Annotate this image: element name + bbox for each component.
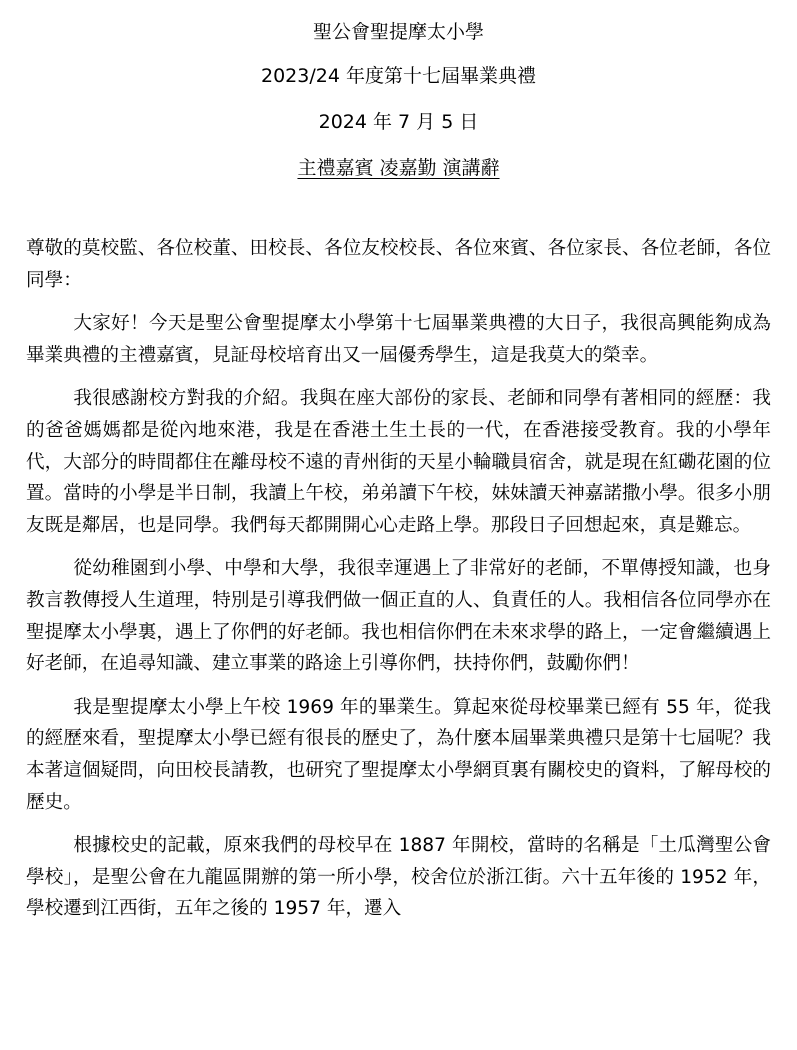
paragraph-5: 根據校史的記載，原來我們的母校早在 1887 年開校，當時的名稱是「土瓜灣聖公會學校」，是聖公會在九龍區開辦的第一所小學，校舍位於浙江街。六十五年後的 1952 年，學校遷到江西街，五年之後的 1957 年，遷入 (26, 835, 771, 920)
paragraph-4: 我是聖提摩太小學上午校 1969 年的畢業生。算起來從母校畢業已經有 55 年，從我的經歷來看，聖提摩太小學已經有很長的歷史了，為什麼本屆畢業典禮只是第十七屆呢？我本著這個疑問，向田校長請教，也研究了聖提摩太小學網頁裏有關校史的資料，了解母校的歷史。 (26, 696, 771, 813)
paragraph-1: 大家好！今天是聖公會聖提摩太小學第十七屆畢業典禮的大日子，我很高興能夠成為畢業典禮的主禮嘉賓，見証母校培育出又一屆優秀學生，這是我莫大的榮幸。 (26, 313, 771, 366)
speech-body (26, 233, 771, 925)
school-name: 聖公會聖提摩太小學 (312, 21, 484, 43)
paragraph-3: 從幼稚園到小學、中學和大學，我很幸運遇上了非常好的老師，不單傳授知識，也身教言教傳授人生道理，特別是引導我們做一個正直的人、負責任的人。我相信各位同學亦在聖提摩太小學裏，遇上了你們的好老師。我也相信你們在未來求學的路上，一定會繼續遇上好老師，在追尋知識、建立事業的路途上引導你們，扶持你們，鼓勵你們！ (26, 558, 771, 675)
event-date: 2024 年 7 月 5 日 (318, 111, 479, 133)
speaker-title: 主禮嘉賓 凌嘉勤 演講辭 (297, 157, 500, 179)
salutation: 尊敬的莫校監、各位校董、田校長、各位友校校長、各位來賓、各位家長、各位老師，各位同學： (26, 238, 771, 291)
event-title: 2023/24 年度第十七屆畢業典禮 (261, 65, 536, 87)
paragraph-2: 我很感謝校方對我的介紹。我與在座大部份的家長、老師和同學有著相同的經歷：我的爸爸媽媽都是從內地來港，我是在香港土生土長的一代，在香港接受教育。我的小學年代，大部分的時間都住在離母校不遠的青州街的天星小輪職員宿舍，就是現在紅磡花園的位置。當時的小學是半日制，我讀上午校，弟弟讀下午校，妹妹讀天神嘉諾撒小學。很多小朋友既是鄰居，也是同學。我們每天都開開心心走路上學。那段日子回想起來，真是難忘。 (26, 388, 771, 536)
speaker-line-wrap (0, 154, 797, 182)
